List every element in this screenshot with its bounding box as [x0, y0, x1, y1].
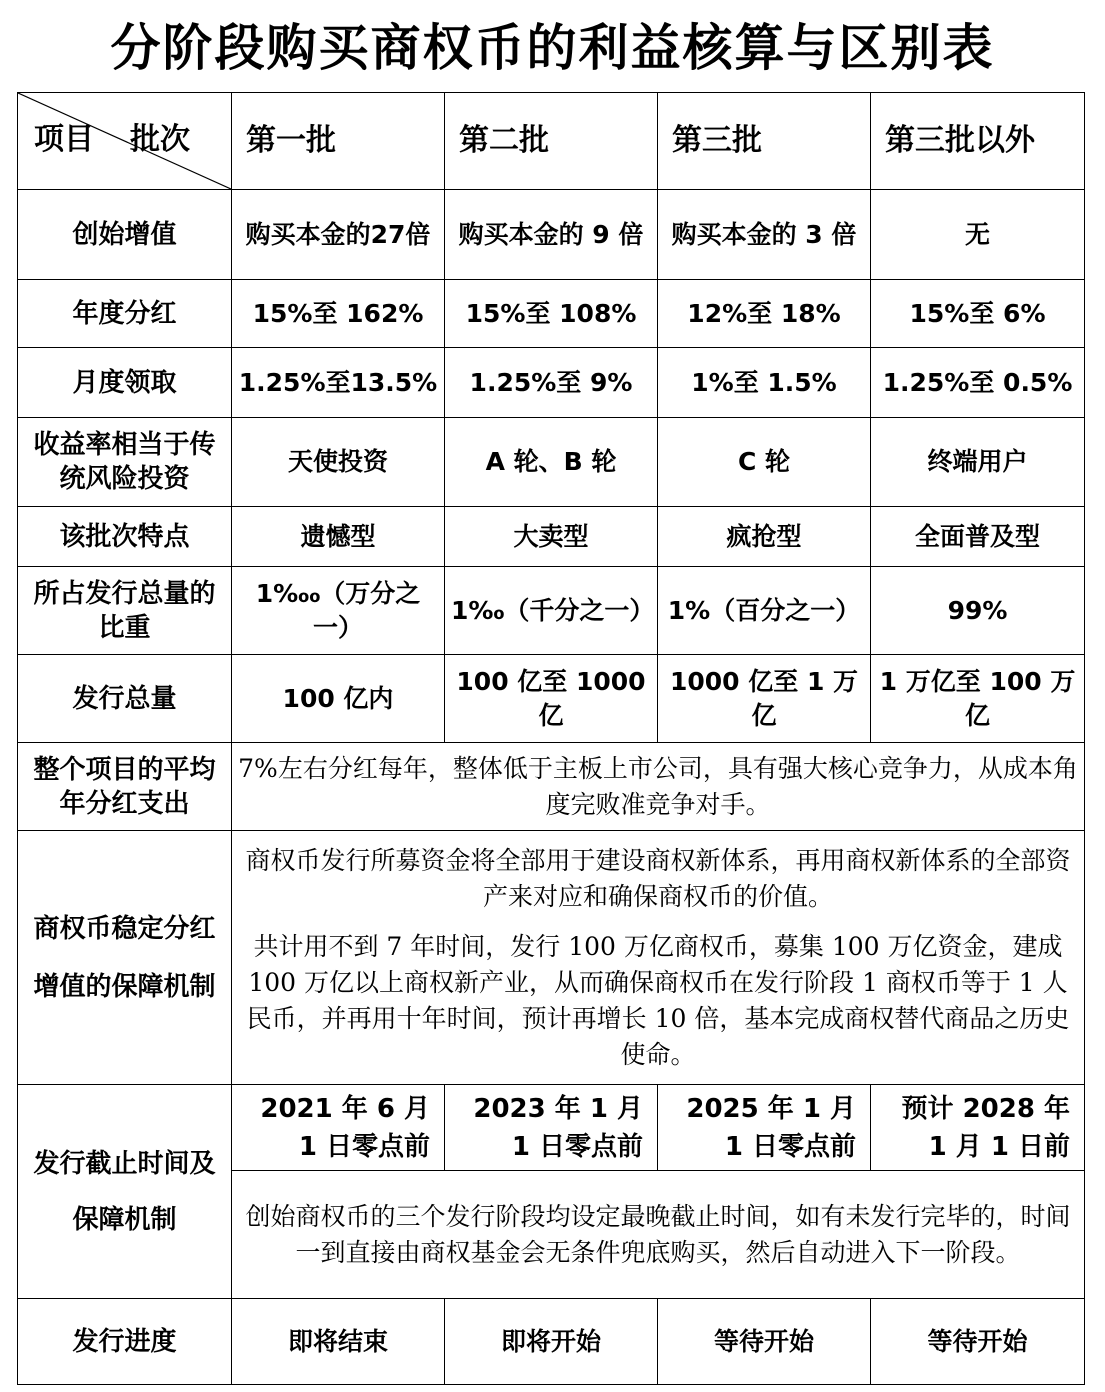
row-label: 创始增值 [18, 190, 232, 280]
guarantee-paragraph-2: 共计用不到 7 年时间，发行 100 万亿商权币，募集 100 万亿资金，建成 100 万亿以上商权新产业，从而确保商权币在发行阶段 1 商权币等于 1 人民币，并再用十年时间，预计再增长 10 倍，基本完成商权替代商品之历史使命。 [246, 931, 1070, 1069]
table-cell: 大卖型 [445, 507, 658, 567]
table-row [18, 348, 1085, 418]
table-row [18, 507, 1085, 567]
table-cell: 15%至 162% [232, 280, 445, 348]
avg-dividend-row [18, 743, 1085, 831]
table-cell: 购买本金的 9 倍 [445, 190, 658, 280]
batch-header-2: 第二批 [445, 93, 658, 190]
table-cell: 终端用户 [871, 418, 1085, 507]
document-title: 分阶段购买商权币的利益核算与区别表 [110, 19, 995, 77]
table-cell: 1‰（千分之一） [445, 567, 658, 655]
batch-header-3: 第三批 [658, 93, 871, 190]
row-label: 发行总量 [18, 655, 232, 743]
deadline-dates-row [18, 1085, 1085, 1171]
table-row [18, 280, 1085, 348]
row-label: 月度领取 [18, 348, 232, 418]
table-cell: 1.25%至 9% [445, 348, 658, 418]
corner-cell [18, 93, 232, 190]
row-label: 发行截止时间及保障机制 [18, 1085, 232, 1299]
row-label: 年度分红 [18, 280, 232, 348]
progress-status: 等待开始 [871, 1299, 1085, 1385]
table-cell: 99% [871, 567, 1085, 655]
progress-status: 即将开始 [445, 1299, 658, 1385]
table-row [18, 190, 1085, 280]
table-cell: 12%至 18% [658, 280, 871, 348]
deadline-text: 创始商权币的三个发行阶段均设定最晚截止时间，如有未发行完毕的，时间一到直接由商权基金会无条件兜底购买，然后自动进入下一阶段。 [232, 1171, 1085, 1299]
table-cell: 1 万亿至 100 万亿 [871, 655, 1085, 743]
progress-status: 等待开始 [658, 1299, 871, 1385]
batch-header-4: 第三批以外 [871, 93, 1085, 190]
deadline-date: 2021 年 6 月 1 日零点前 [232, 1085, 445, 1171]
table-cell: 疯抢型 [658, 507, 871, 567]
header-row [18, 93, 1085, 190]
table-cell: 100 亿内 [232, 655, 445, 743]
row-label: 所占发行总量的比重 [18, 567, 232, 655]
deadline-date: 2025 年 1 月 1 日零点前 [658, 1085, 871, 1171]
deadline-date: 预计 2028 年 1 月 1 日前 [871, 1085, 1085, 1171]
table-row [18, 418, 1085, 507]
row-label: 商权币稳定分红增值的保障机制 [18, 831, 232, 1085]
progress-row [18, 1299, 1085, 1385]
table-row [18, 567, 1085, 655]
table-cell: 遗憾型 [232, 507, 445, 567]
corner-right-label: 批次 [130, 122, 190, 157]
corner-left-label: 项目 [34, 122, 94, 157]
row-label: 收益率相当于传统风险投资 [18, 418, 232, 507]
table-cell: 购买本金的 3 倍 [658, 190, 871, 280]
batch-header-1: 第一批 [232, 93, 445, 190]
table-cell: 15%至 108% [445, 280, 658, 348]
table-cell: 100 亿至 1000 亿 [445, 655, 658, 743]
row-label: 该批次特点 [18, 507, 232, 567]
comparison-table [17, 92, 1085, 1385]
table-cell: 1‱（万分之一） [232, 567, 445, 655]
table-cell: 购买本金的27倍 [232, 190, 445, 280]
table-cell: 全面普及型 [871, 507, 1085, 567]
table-cell: A 轮、B 轮 [445, 418, 658, 507]
table-cell: 1.25%至 0.5% [871, 348, 1085, 418]
row-label: 发行进度 [18, 1299, 232, 1385]
row-label: 整个项目的平均年分红支出 [18, 743, 232, 831]
table-row [18, 655, 1085, 743]
avg-dividend-text: 7%左右分红每年，整体低于主板上市公司，具有强大核心竞争力，从成本角度完败准竞争对手。 [232, 743, 1085, 831]
table-cell: C 轮 [658, 418, 871, 507]
progress-status: 即将结束 [232, 1299, 445, 1385]
table-cell: 无 [871, 190, 1085, 280]
table-cell: 天使投资 [232, 418, 445, 507]
table-cell: 15%至 6% [871, 280, 1085, 348]
guarantee-paragraph-1: 商权币发行所募资金将全部用于建设商权新体系，再用商权新体系的全部资产来对应和确保商权币的价值。 [245, 845, 1071, 911]
deadline-date: 2023 年 1 月 1 日零点前 [445, 1085, 658, 1171]
table-cell: 1%（百分之一） [658, 567, 871, 655]
guarantee-row [18, 831, 1085, 1085]
table-cell: 1.25%至13.5% [232, 348, 445, 418]
table-cell: 1000 亿至 1 万亿 [658, 655, 871, 743]
guarantee-text [232, 831, 1085, 1085]
table-cell: 1%至 1.5% [658, 348, 871, 418]
